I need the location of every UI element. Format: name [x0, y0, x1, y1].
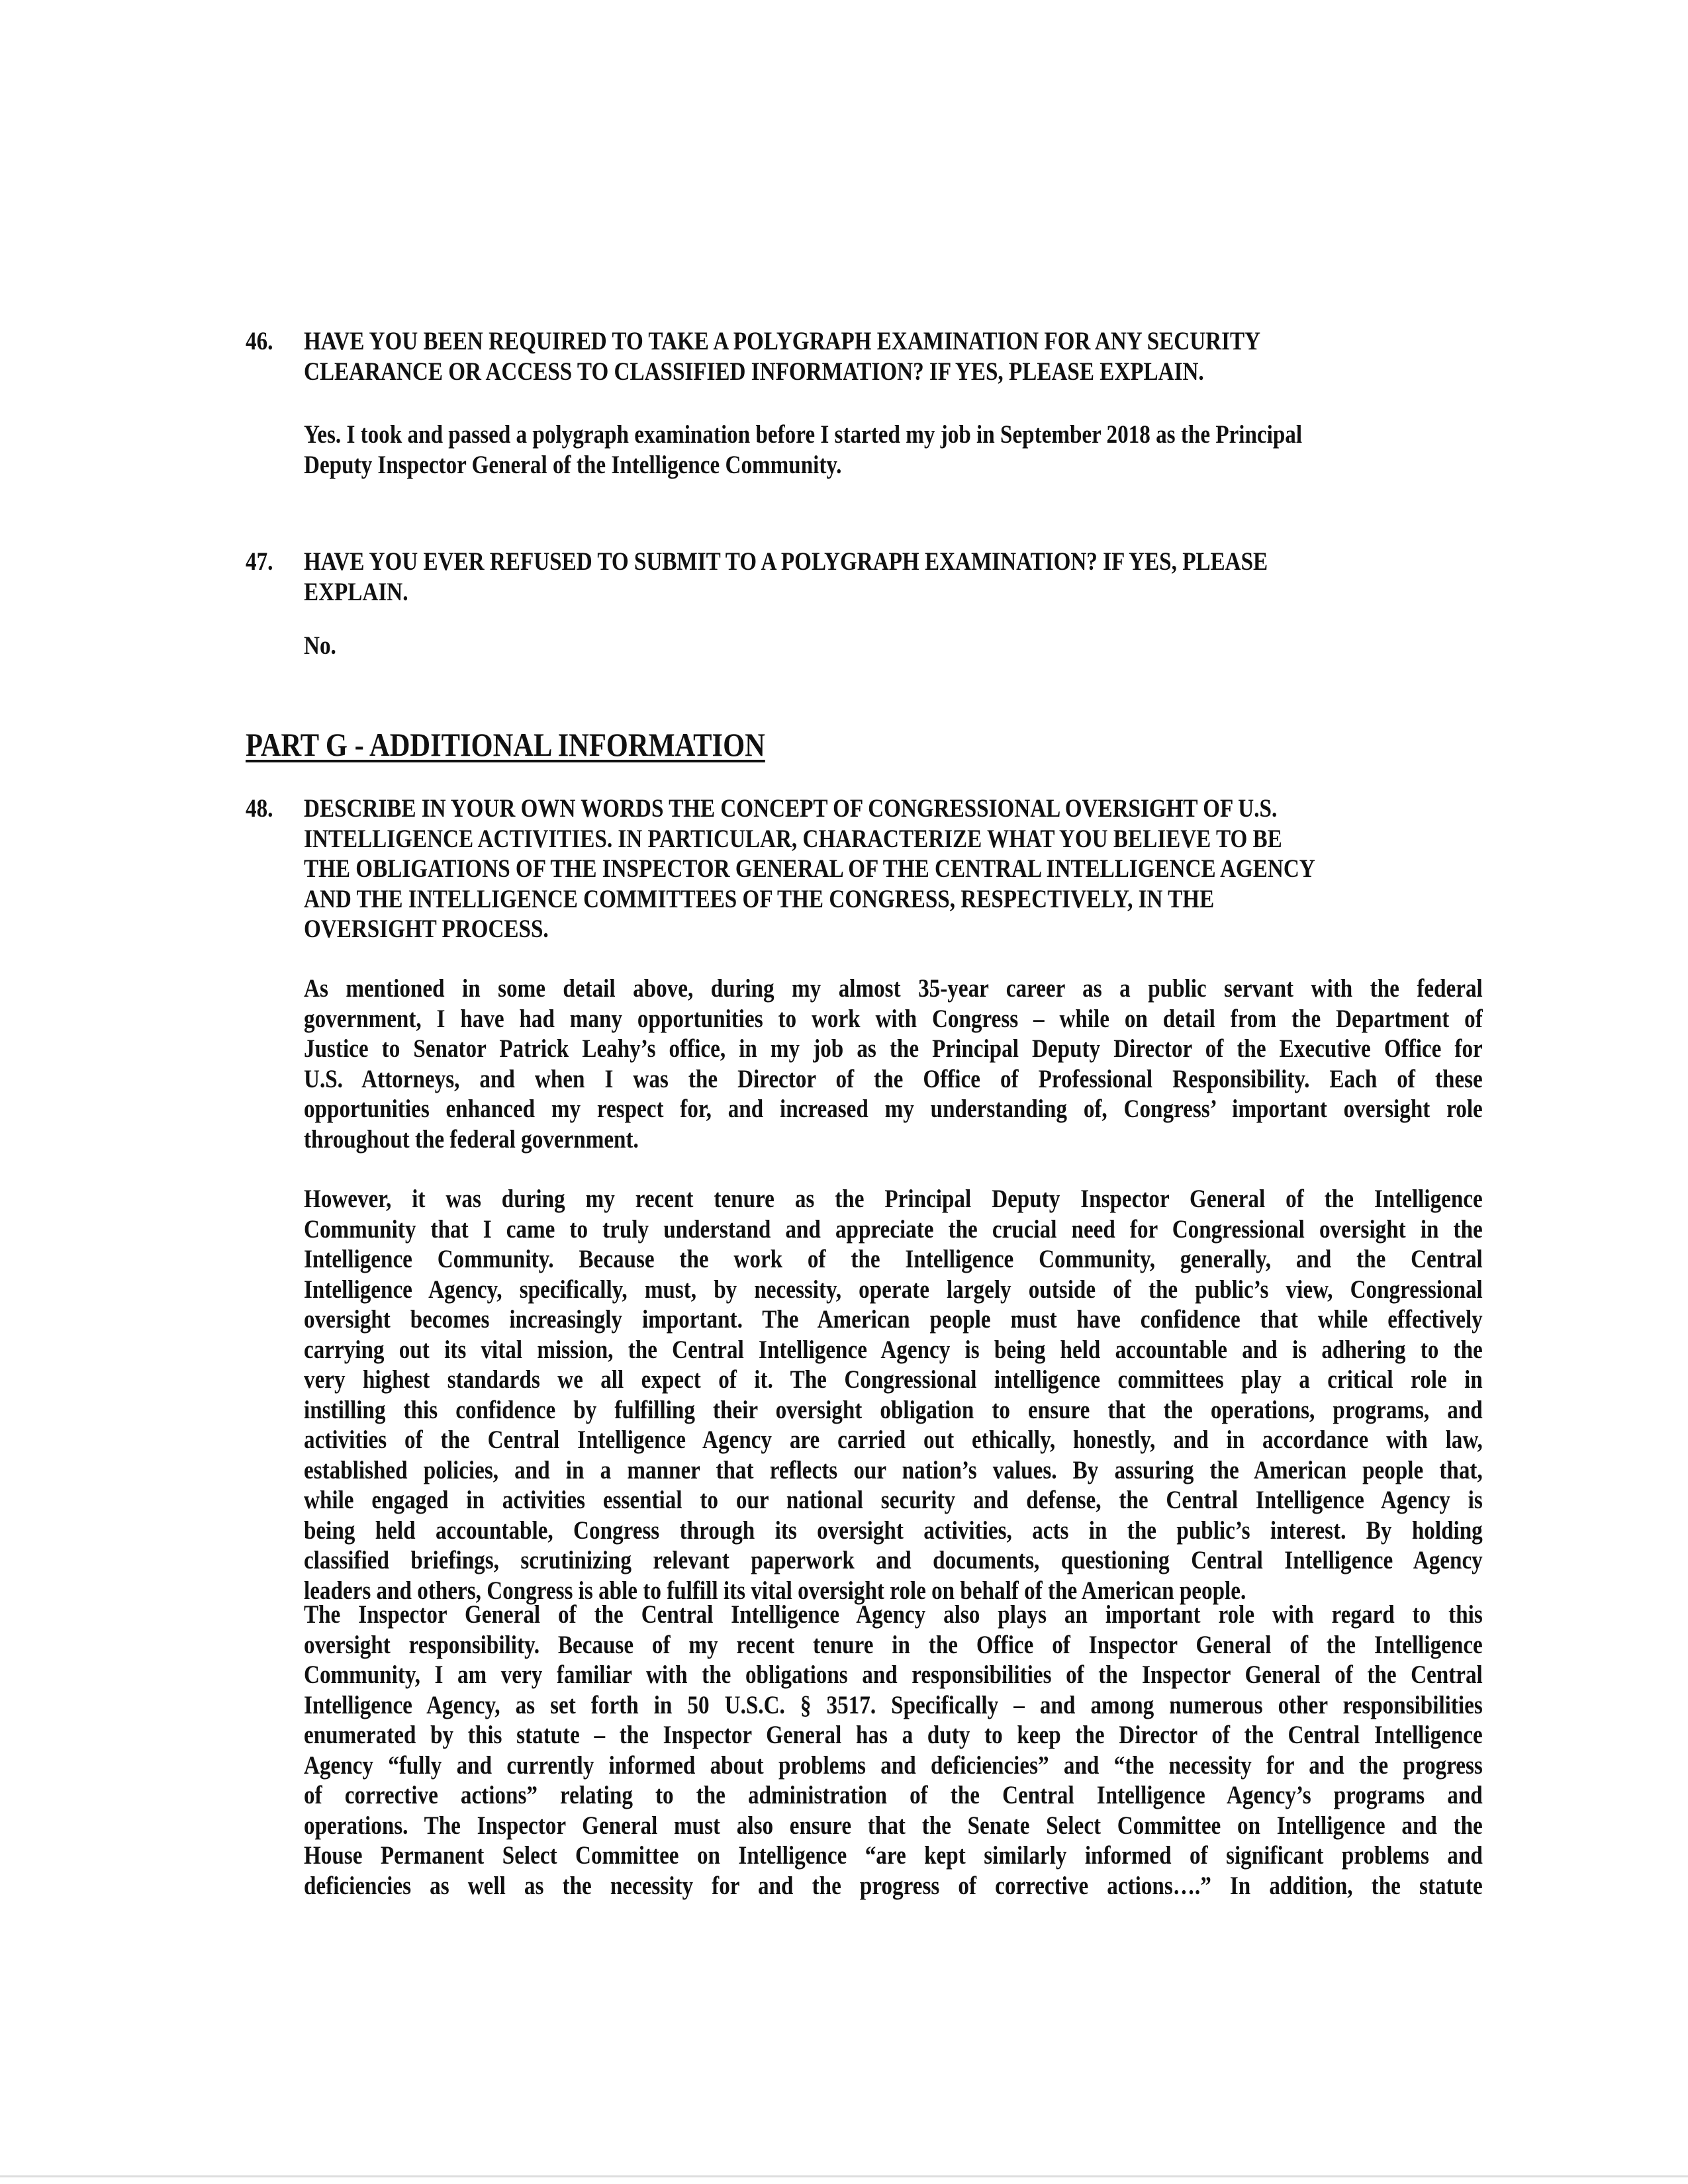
- text-line: Justice to Senator Patrick Leahy’s office, in my job as the Principal Deputy Director of the Executive Office for: [304, 1034, 1483, 1063]
- answer-paragraph-1: [304, 974, 1483, 1154]
- text-line: leaders and others, Congress is able to fulfill its vital oversight role on behalf of the American people.: [304, 1576, 1246, 1605]
- text-line: INTELLIGENCE ACTIVITIES. IN PARTICULAR, CHARACTERIZE WHAT YOU BELIEVE TO BE: [304, 824, 1282, 853]
- text-line: Intelligence Agency, specifically, must, by necessity, operate largely outside of the public’s view, Congressional: [304, 1275, 1483, 1304]
- answer-paragraph-2: [304, 1184, 1483, 1606]
- text-line: DESCRIBE IN YOUR OWN WORDS THE CONCEPT OF CONGRESSIONAL OVERSIGHT OF U.S.: [304, 794, 1278, 823]
- question-46-answer: [304, 420, 1483, 480]
- text-line: of corrective actions” relating to the administration of the Central Intelligence Agency’s programs and: [304, 1781, 1483, 1809]
- text-line: Community that I came to truly understand and appreciate the crucial need for Congressional oversight in the: [304, 1214, 1483, 1244]
- text-line: Deputy Inspector General of the Intelligence Community.: [304, 450, 842, 479]
- answer-paragraph-3: [304, 1600, 1483, 1901]
- text-line: while engaged in activities essential to our national security and defense, the Central Intelligence Agency is: [304, 1486, 1483, 1514]
- text-line: oversight becomes increasingly important. The American people must have confidence that while effectively: [304, 1305, 1483, 1334]
- text-line: CLEARANCE OR ACCESS TO CLASSIFIED INFORMATION? IF YES, PLEASE EXPLAIN.: [304, 357, 1204, 386]
- text-line: Intelligence Agency, as set forth in 50 U.S.C. § 3517. Specifically – and among numerous other responsibilities: [304, 1690, 1483, 1719]
- text-line: deficiencies as well as the necessity for and the progress of corrective actions….” In addition, the statute: [304, 1871, 1483, 1900]
- page-edge-divider: [0, 2175, 1688, 2177]
- text-line: activities of the Central Intelligence Agency are carried out ethically, honestly, and in accordance with law,: [304, 1426, 1483, 1454]
- text-line: instilling this confidence by fulfilling their oversight obligation to ensure that the operations, programs, and: [304, 1395, 1483, 1424]
- text-line: Yes. I took and passed a polygraph examination before I started my job in September 2018 as the Principal: [304, 420, 1303, 449]
- text-line: Intelligence Community. Because the work of the Intelligence Community, generally, and the Central: [304, 1245, 1483, 1273]
- text-line: carrying out its vital mission, the Central Intelligence Agency is being held accountable and is adhering to the: [304, 1335, 1483, 1364]
- text-line: being held accountable, Congress through its oversight activities, acts in the public’s interest. By holding: [304, 1516, 1483, 1545]
- text-line: enumerated by this statute – the Inspector General has a duty to keep the Director of the Central Intelligence: [304, 1721, 1483, 1749]
- text-line: THE OBLIGATIONS OF THE INSPECTOR GENERAL OF THE CENTRAL INTELLIGENCE AGENCY: [304, 854, 1315, 883]
- text-line: No.: [304, 631, 336, 660]
- text-line: The Inspector General of the Central Intelligence Agency also plays an important role with regard to this: [304, 1600, 1483, 1629]
- question-47-text: [304, 547, 1483, 607]
- text-line: throughout the federal government.: [304, 1124, 639, 1154]
- text-line: operations. The Inspector General must also ensure that the Senate Select Committee on Intelligence and the: [304, 1811, 1483, 1840]
- question-47-number: 47.: [246, 547, 273, 576]
- text-line: AND THE INTELLIGENCE COMMITTEES OF THE CONGRESS, RESPECTIVELY, IN THE: [304, 884, 1215, 913]
- text-line: classified briefings, scrutinizing relevant paperwork and documents, questioning Central Intelligence Agency: [304, 1546, 1483, 1574]
- question-46-text: [304, 326, 1483, 387]
- text-line: U.S. Attorneys, and when I was the Director of the Office of Professional Responsibility. Each of these: [304, 1064, 1483, 1093]
- question-46-number: 46.: [246, 327, 273, 355]
- text-line: Community, I am very familiar with the obligations and responsibilities of the Inspector General of the Central: [304, 1661, 1483, 1689]
- text-line: House Permanent Select Committee on Intelligence “are kept similarly informed of significant problems and: [304, 1841, 1483, 1870]
- section-heading: PART G - ADDITIONAL INFORMATION: [246, 726, 765, 763]
- text-line: opportunities enhanced my respect for, and increased my understanding of, Congress’ important oversight role: [304, 1095, 1483, 1123]
- text-line: OVERSIGHT PROCESS.: [304, 915, 549, 943]
- text-line: HAVE YOU EVER REFUSED TO SUBMIT TO A POLYGRAPH EXAMINATION? IF YES, PLEASE: [304, 547, 1268, 576]
- text-line: However, it was during my recent tenure as the Principal Deputy Inspector General of the Intelligence: [304, 1185, 1483, 1213]
- question-48-number: 48.: [246, 794, 273, 823]
- text-line: established policies, and in a manner that reflects our nation’s values. By assuring the American people that,: [304, 1455, 1483, 1484]
- text-line: government, I have had many opportunities to work with Congress – while on detail from the Department of: [304, 1004, 1483, 1033]
- question-47-answer: [304, 631, 1483, 661]
- text-line: EXPLAIN.: [304, 577, 408, 606]
- text-line: HAVE YOU BEEN REQUIRED TO TAKE A POLYGRAPH EXAMINATION FOR ANY SECURITY: [304, 327, 1261, 355]
- text-line: very highest standards we all expect of it. The Congressional intelligence committees play a critical role in: [304, 1365, 1483, 1394]
- text-line: As mentioned in some detail above, during my almost 35-year career as a public servant with the federal: [304, 974, 1483, 1003]
- text-line: oversight responsibility. Because of my recent tenure in the Office of Inspector General of the Intelligence: [304, 1630, 1483, 1659]
- text-line: Agency “fully and currently informed about problems and deficiencies” and “the necessity for and the progress: [304, 1751, 1483, 1780]
- question-48-text: [304, 794, 1483, 944]
